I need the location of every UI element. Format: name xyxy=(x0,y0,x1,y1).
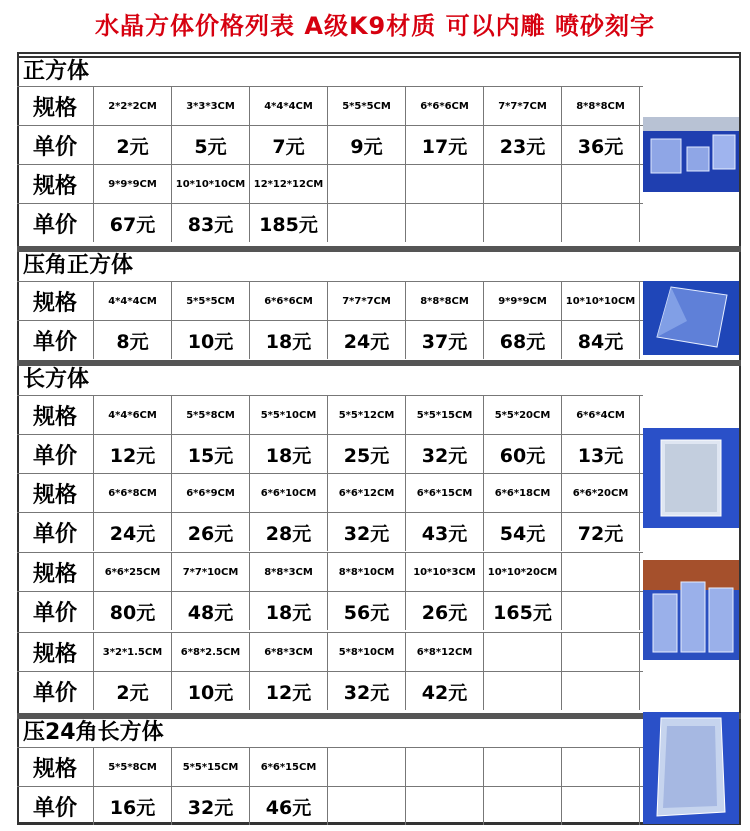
spec-label: 规格 xyxy=(17,553,94,591)
spec-row xyxy=(17,164,643,203)
price-cell: 42元 xyxy=(406,672,484,710)
spec-cell: 3*2*1.5CM xyxy=(94,633,172,671)
spec-cell xyxy=(562,165,640,203)
section-title: 压24角长方体 xyxy=(17,713,741,747)
spec-cell: 5*5*8CM xyxy=(172,396,250,434)
price-cell: 7元 xyxy=(250,126,328,164)
spec-cell: 5*5*15CM xyxy=(172,748,250,786)
beveled-cube-photo-icon xyxy=(643,281,739,355)
spec-cell xyxy=(406,165,484,203)
price-cell: 12元 xyxy=(250,672,328,710)
spec-cell: 8*8*8CM xyxy=(562,87,640,125)
price-cell: 32元 xyxy=(328,672,406,710)
spec-cell: 6*6*6CM xyxy=(250,282,328,320)
page-title: 水晶方体价格列表 A级K9材质 可以内雕 喷砂刻字 xyxy=(95,12,655,40)
price-label: 单价 xyxy=(17,204,94,242)
spec-cell: 8*8*10CM xyxy=(328,553,406,591)
price-label: 单价 xyxy=(17,513,94,551)
spec-cell: 8*8*3CM xyxy=(250,553,328,591)
price-label: 单价 xyxy=(17,787,94,825)
tall-cuboid-photo-icon xyxy=(643,560,739,660)
spec-cell: 6*6*6CM xyxy=(406,87,484,125)
price-label: 单价 xyxy=(17,435,94,473)
price-cell xyxy=(406,204,484,242)
price-cell: 16元 xyxy=(94,787,172,825)
price-cell: 67元 xyxy=(94,204,172,242)
price-cell: 25元 xyxy=(328,435,406,473)
price-cell: 165元 xyxy=(484,592,562,630)
price-label: 单价 xyxy=(17,126,94,164)
spec-cell: 6*6*8CM xyxy=(94,474,172,512)
spec-row xyxy=(17,473,643,512)
price-cell: 24元 xyxy=(94,513,172,551)
spec-cell xyxy=(406,748,484,786)
price-cell: 2元 xyxy=(94,672,172,710)
price-row xyxy=(17,786,643,825)
price-cell: 54元 xyxy=(484,513,562,551)
price-cell xyxy=(562,204,640,242)
price-cell: 28元 xyxy=(250,513,328,551)
spec-row xyxy=(17,395,643,434)
price-cell xyxy=(484,787,562,825)
price-row xyxy=(17,320,643,359)
spec-cell xyxy=(328,165,406,203)
price-cell: 13元 xyxy=(562,435,640,473)
price-cell xyxy=(562,672,640,710)
price-cell: 12元 xyxy=(94,435,172,473)
spec-cell xyxy=(484,748,562,786)
spec-cell: 5*8*10CM xyxy=(328,633,406,671)
spec-cell: 6*6*18CM xyxy=(484,474,562,512)
price-cell: 24元 xyxy=(328,321,406,359)
price-cell: 32元 xyxy=(328,513,406,551)
price-cell xyxy=(484,204,562,242)
spec-cell: 3*3*3CM xyxy=(172,87,250,125)
cube-photo-icon xyxy=(643,117,739,192)
price-cell: 43元 xyxy=(406,513,484,551)
spec-cell: 6*6*20CM xyxy=(562,474,640,512)
price-cell xyxy=(484,672,562,710)
spec-cell: 5*5*12CM xyxy=(328,396,406,434)
spec-cell: 7*7*7CM xyxy=(328,282,406,320)
spec-cell: 5*5*8CM xyxy=(94,748,172,786)
spec-row xyxy=(17,281,643,320)
price-cell: 84元 xyxy=(562,321,640,359)
price-cell xyxy=(406,787,484,825)
spec-cell: 5*5*20CM xyxy=(484,396,562,434)
spec-cell: 7*7*10CM xyxy=(172,553,250,591)
spec-cell: 10*10*20CM xyxy=(484,553,562,591)
spec-cell: 10*10*10CM xyxy=(172,165,250,203)
spec-label: 规格 xyxy=(17,87,94,125)
price-cell: 15元 xyxy=(172,435,250,473)
spec-cell: 6*6*4CM xyxy=(562,396,640,434)
price-cell: 18元 xyxy=(250,592,328,630)
price-cell: 26元 xyxy=(172,513,250,551)
price-cell xyxy=(562,787,640,825)
price-cell: 46元 xyxy=(250,787,328,825)
price-cell: 68元 xyxy=(484,321,562,359)
spec-cell xyxy=(562,748,640,786)
spec-cell: 5*5*10CM xyxy=(250,396,328,434)
spec-cell: 10*10*3CM xyxy=(406,553,484,591)
spec-row xyxy=(17,86,643,125)
spec-cell: 6*6*9CM xyxy=(172,474,250,512)
spec-label: 规格 xyxy=(17,474,94,512)
price-cell xyxy=(562,592,640,630)
spec-cell: 6*6*15CM xyxy=(406,474,484,512)
spec-cell: 9*9*9CM xyxy=(484,282,562,320)
price-row xyxy=(17,671,643,710)
price-cell: 18元 xyxy=(250,321,328,359)
beveled-cuboid-photo-icon xyxy=(643,712,739,824)
spec-cell: 4*4*4CM xyxy=(94,282,172,320)
section-title: 长方体 xyxy=(17,360,741,394)
spec-cell: 6*8*12CM xyxy=(406,633,484,671)
price-cell: 26元 xyxy=(406,592,484,630)
price-cell: 10元 xyxy=(172,321,250,359)
price-label: 单价 xyxy=(17,321,94,359)
price-label: 单价 xyxy=(17,592,94,630)
spec-row xyxy=(17,632,643,671)
spec-cell: 6*6*25CM xyxy=(94,553,172,591)
section-title: 正方体 xyxy=(17,56,741,90)
spec-cell: 7*7*7CM xyxy=(484,87,562,125)
spec-cell xyxy=(328,748,406,786)
spec-cell: 5*5*5CM xyxy=(172,282,250,320)
spec-cell: 9*9*9CM xyxy=(94,165,172,203)
cuboid-photo-icon xyxy=(643,428,739,528)
spec-cell: 6*8*3CM xyxy=(250,633,328,671)
spec-label: 规格 xyxy=(17,165,94,203)
price-cell: 60元 xyxy=(484,435,562,473)
price-row xyxy=(17,434,643,473)
price-cell: 83元 xyxy=(172,204,250,242)
price-cell: 9元 xyxy=(328,126,406,164)
spec-cell: 10*10*10CM xyxy=(562,282,640,320)
price-cell: 48元 xyxy=(172,592,250,630)
spec-label: 规格 xyxy=(17,396,94,434)
price-row xyxy=(17,512,643,551)
price-cell xyxy=(328,787,406,825)
spec-cell: 12*12*12CM xyxy=(250,165,328,203)
spec-cell: 8*8*8CM xyxy=(406,282,484,320)
spec-row xyxy=(17,552,643,591)
price-cell xyxy=(328,204,406,242)
spec-cell xyxy=(484,165,562,203)
price-row xyxy=(17,125,643,164)
price-cell: 17元 xyxy=(406,126,484,164)
spec-cell: 4*4*6CM xyxy=(94,396,172,434)
price-label: 单价 xyxy=(17,672,94,710)
price-cell: 32元 xyxy=(406,435,484,473)
spec-cell xyxy=(484,633,562,671)
spec-cell xyxy=(562,633,640,671)
spec-cell: 2*2*2CM xyxy=(94,87,172,125)
price-cell: 8元 xyxy=(94,321,172,359)
spec-label: 规格 xyxy=(17,282,94,320)
price-cell: 23元 xyxy=(484,126,562,164)
price-row xyxy=(17,591,643,630)
spec-cell xyxy=(562,553,640,591)
spec-row xyxy=(17,747,643,786)
price-cell: 80元 xyxy=(94,592,172,630)
spec-cell: 6*6*10CM xyxy=(250,474,328,512)
price-cell: 37元 xyxy=(406,321,484,359)
spec-cell: 4*4*4CM xyxy=(250,87,328,125)
spec-cell: 6*6*12CM xyxy=(328,474,406,512)
spec-label: 规格 xyxy=(17,748,94,786)
spec-cell: 6*6*15CM xyxy=(250,748,328,786)
price-cell: 10元 xyxy=(172,672,250,710)
price-row xyxy=(17,203,643,242)
spec-label: 规格 xyxy=(17,633,94,671)
price-cell: 18元 xyxy=(250,435,328,473)
price-cell: 72元 xyxy=(562,513,640,551)
price-cell: 36元 xyxy=(562,126,640,164)
price-cell: 185元 xyxy=(250,204,328,242)
price-cell: 2元 xyxy=(94,126,172,164)
section-title: 压角正方体 xyxy=(17,246,741,280)
spec-cell: 5*5*15CM xyxy=(406,396,484,434)
spec-cell: 6*8*2.5CM xyxy=(172,633,250,671)
price-cell: 32元 xyxy=(172,787,250,825)
price-cell: 5元 xyxy=(172,126,250,164)
spec-cell: 5*5*5CM xyxy=(328,87,406,125)
price-cell: 56元 xyxy=(328,592,406,630)
